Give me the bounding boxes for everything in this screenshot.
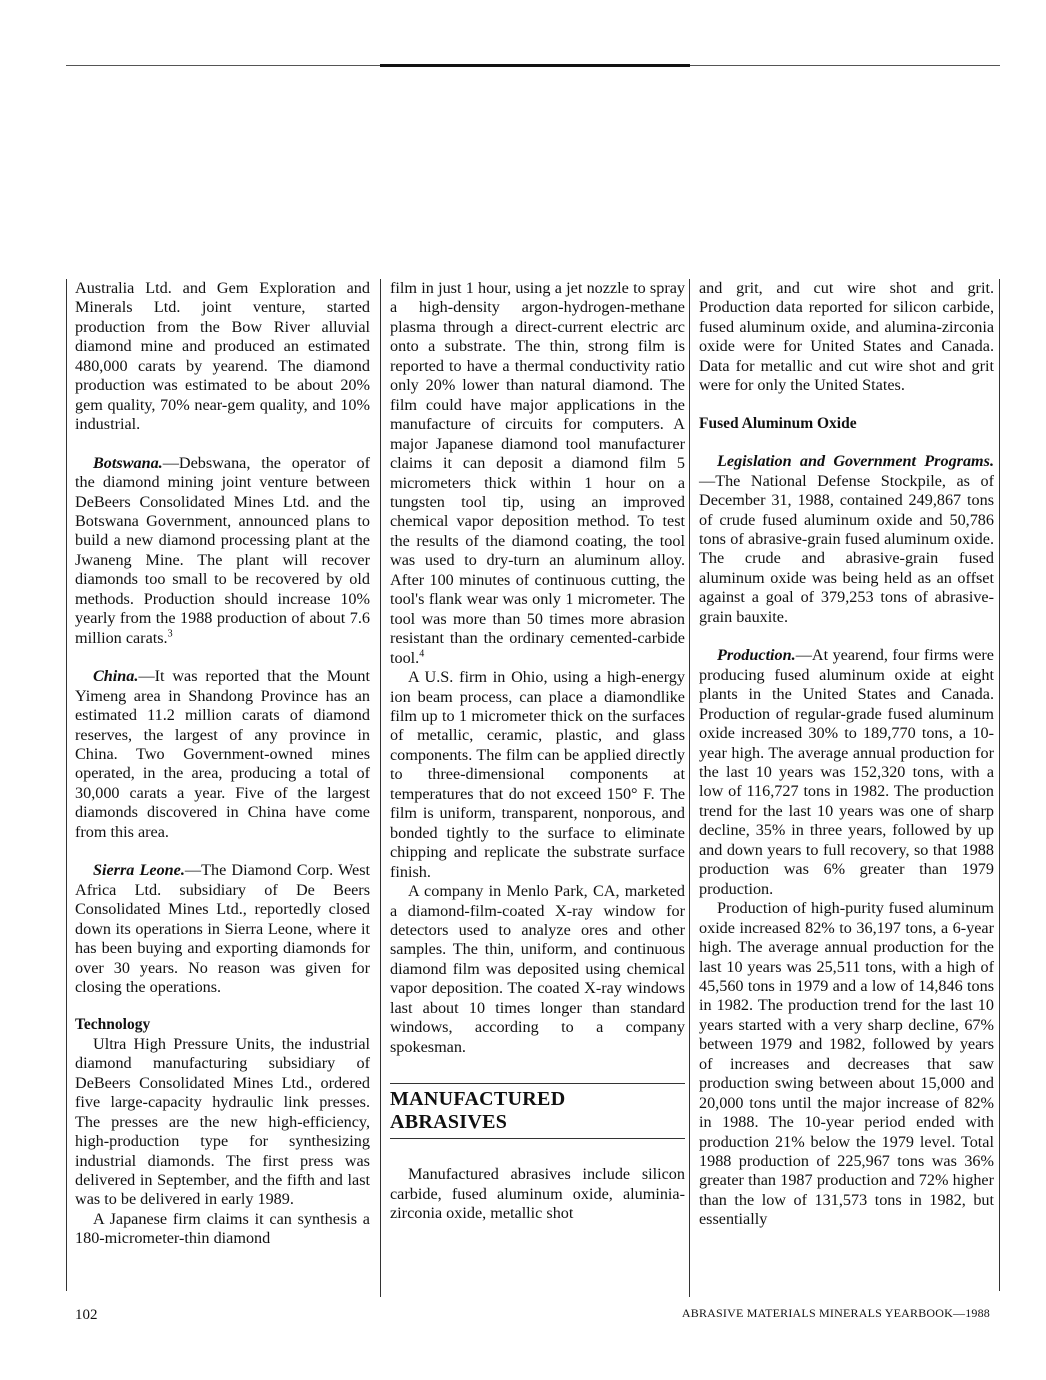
paragraph-manufactured-abrasives: Manufactured abrasives include silicon carbide, fused aluminum oxide, aluminia-zirconia oxide, metallic shot [390, 1165, 685, 1223]
legislation-lead: Legislation and Government Programs. [717, 452, 994, 471]
china-text: —It was reported that the Mount Yimeng area in Shandong Province has an estimated 11.2 million carats of diamond reserves, the largest of any province in China. Two Government-owned mines operated, in the area, producing a total of 30,000 carats a year. Five of the largest diamonds discovered in China have come from this area. [75, 667, 370, 841]
botswana-text: —Debswana, the operator of the diamond mining joint venture between DeBeers Consolidated Mines Ltd. and the Botswana Government, announced plans to build a new diamond processing plant at the Jwaneng Mine. The plant will recover diamonds too small to be recovered by old methods. Production should increase 10% yearly from the 1988 production of about 7.6 million carats. [75, 453, 370, 647]
diamond-film-text: film in just 1 hour, using a jet nozzle to spray a high-density argon-hydrogen-methane plasma through a direct-current electric arc onto a substrate. The thin, strong film is reported to have a thermal conductivity ratio only 20% lower than natural diamond. The film could have major applications in the manufacture of circuits for computers. A major Japanese diamond tool manufacturer claims it can deposit a diamond film 5 micrometers thick within 1 hour on a tungsten tool tip, using an improved chemical vapor deposition method. To test the results of the diamond coating, the tool was used to dry-turn an aluminum alloy. After 100 minutes of continuous cutting, the tool's flank wear was only 1 micrometer. The tool was more than 50 times more abrasion resistant than the ordinary cemented-carbide tool. [390, 279, 685, 667]
production-text: —At yearend, four firms were producing fused aluminum oxide at eight plants in the United States and Canada. Production of regular-grade fused aluminum oxide increased 30% to 189,770 tons, a 10-year high. The average annual production for the last 10 years was 152,320 tons, with a low of 116,727 tons in 1982. The production trend for the last 10 years was one of sharp decline, 35% in three years, followed by up and down years to full recovery, so that 1988 production was 6% greater than 1979 production. [699, 646, 994, 898]
section-title-line-1: MANUFACTURED [390, 1088, 566, 1111]
running-title: ABRASIVE MATERIALS MINERALS YEARBOOK—1988 [681, 1306, 990, 1320]
paragraph-ohio-firm: A U.S. firm in Ohio, using a high-energy ion beam process, can place a diamondlike film up to 1 micrometer thick on the surfaces of metallic, ceramic, plastic, and glass components. The film can be applied directly to three-dimensional components at temperatures that do not exceed 150° F. The film is uniform, transparent, nonporous, and bonded tightly to the surface to eliminate chipping and replicate the substrate surface finish. [390, 668, 685, 881]
china-lead: China. [93, 667, 139, 686]
column-divider-2 [689, 279, 690, 1297]
botswana-lead: Botswana. [93, 453, 163, 472]
top-rule-accent [380, 64, 690, 67]
paragraph-china [75, 667, 370, 842]
column-2 [390, 279, 685, 1223]
paragraph-sierra-leone [75, 861, 370, 997]
column-1 [75, 279, 370, 1249]
paragraph-diamond-film [390, 279, 685, 668]
paragraph-production-data: and grit, and cut wire shot and grit. Production data reported for silicon carbide, fused aluminum oxide, and alumina-zirconia oxide were for United States and Canada. Data for metallic and cut wire shot and grit were for only the United States. [699, 279, 994, 395]
section-heading-box [390, 1083, 685, 1139]
paragraph-japanese-firm: A Japanese firm claims it can synthesis a 180-micrometer-thin diamond [75, 1209, 370, 1248]
technology-heading: Technology [75, 1016, 151, 1034]
production-lead: Production. [717, 646, 796, 665]
column-3 [699, 279, 994, 1230]
fused-aluminum-oxide-heading: Fused Aluminum Oxide [699, 414, 857, 432]
footnote-ref-4: 4 [419, 648, 425, 660]
sierra-leone-lead: Sierra Leone. [93, 861, 185, 880]
column-divider-left [66, 279, 67, 1291]
column-divider-right [999, 279, 1000, 1291]
section-title-line-2: ABRASIVES [390, 1111, 508, 1134]
footnote-ref-3: 3 [167, 628, 173, 640]
paragraph-uhp-units: Ultra High Pressure Units, the industrial diamond manufacturing subsidiary of DeBeers Consolidated Mines Ltd., ordered five large-capacity hydraulic link presses. The presses are the new high-efficiency, high-production type for synthesizing industrial diamonds. The first press was delivered in September, and the fifth and last was to be delivered in early 1989. [75, 1034, 370, 1209]
paragraph-high-purity: Production of high-purity fused aluminum oxide increased 82% to 36,197 tons, a 6-year high. The average annual production for the last 10 years was 25,511 tons, with a high of 45,560 tons in 1979 and a low of 14,846 tons in 1982. The production trend for the last 10 years started with a very sharp decline, 67% between 1979 and 1982, followed by years of increases and decreases that saw production swing between about 15,000 and 20,000 tons until the major increase of 82% in 1988. The 10-year period ended with production 21% below the 1979 level. Total 1988 production of 225,967 tons was 36% greater than 1987 production and 72% higher than the low of 131,573 tons in 1982, but essentially [699, 899, 994, 1229]
paragraph-production [699, 646, 994, 899]
page-number: 102 [75, 1307, 98, 1323]
paragraph-menlo-park: A company in Menlo Park, CA, marketed a diamond-film-coated X-ray window for detectors used to analyze ores and other samples. The thin, uniform, and continuous diamond film was deposited using chemical vapor deposition. The coated X-ray windows last about 10 times longer than standard windows, according to a company spokesman. [390, 882, 685, 1056]
paragraph-legislation [699, 452, 994, 627]
legislation-text: —The National Defense Stockpile, as of December 31, 1988, contained 249,867 tons of crude fused aluminum oxide and 50,786 tons of abrasive-grain fused aluminum oxide. The crude and abrasive-grain fused aluminum oxide was being held as an offset against a goal of 379,253 tons of abrasive-grain bauxite. [699, 471, 994, 626]
column-divider-1 [380, 279, 381, 1297]
paragraph-bow-river: Australia Ltd. and Gem Exploration and Minerals Ltd. joint venture, started production from the Bow River alluvial diamond mine and produced an estimated 480,000 carats by yearend. The diamond production was estimated to be about 20% gem quality, 70% near-gem quality, and 10% industrial. [75, 279, 370, 434]
paragraph-botswana [75, 454, 370, 649]
sierra-leone-text: —The Diamond Corp. West Africa Ltd. subsidiary of De Beers Consolidated Mines Ltd., reportedly closed down its operations in Sierra Leone, where it has been buying and exporting diamonds for over 30 years. No reason was given for closing the operations. [75, 861, 370, 996]
